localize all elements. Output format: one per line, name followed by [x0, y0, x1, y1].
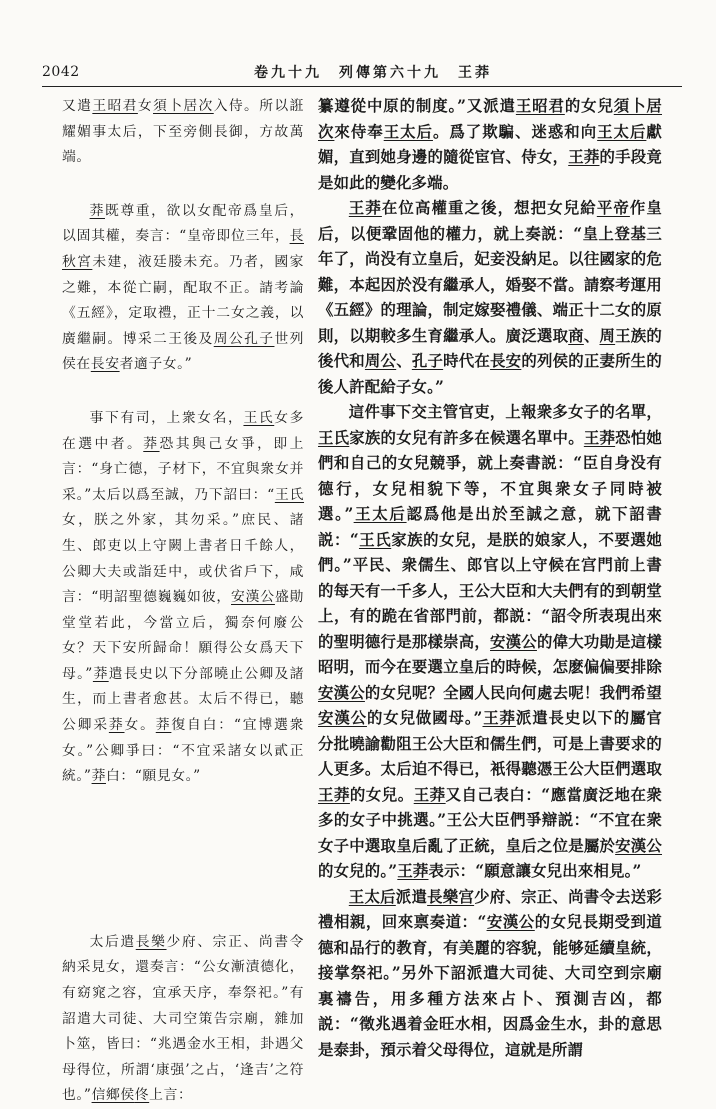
- text-run: 派遣: [395, 887, 428, 906]
- text-run: 的女兒的。”: [318, 862, 398, 880]
- proper-noun: 佟: [134, 1087, 150, 1104]
- text-run: 復自白：“宜博選衆女。”公卿爭曰：“不宜采諸女以貳正統。”: [62, 717, 304, 785]
- proper-noun: 王太后: [383, 122, 433, 141]
- text-run: 女多在選中者。: [62, 409, 305, 452]
- text-run: 的女兒長期受到道德和品行的教育，有美麗的容貌，能够延續皇統，接掌祭祀。”另外下詔派遣大司徒、大司空到宗廟裏禱告，用多種方法來占卜、預測吉凶，都説：“徵兆遇着金旺水相，因爲金生水，卦的意思是泰卦，預示着父母得位，這就是所謂: [318, 913, 662, 1059]
- translation-paragraph-2: [318, 196, 662, 400]
- proper-noun: 王莽: [568, 148, 600, 166]
- text-run: 獻媚，直到她身邊的隨從宦官、侍女，: [318, 122, 662, 166]
- proper-noun: 孔子: [411, 352, 444, 370]
- text-run: 白：“願見女。”: [105, 768, 201, 785]
- proper-noun: 王昭君: [515, 97, 565, 115]
- proper-noun: 王氏: [318, 428, 350, 447]
- proper-noun: 王氏: [274, 486, 305, 503]
- proper-noun: 王莽: [583, 428, 616, 447]
- text-run: 又遣: [62, 98, 93, 114]
- proper-noun: 安漢公: [486, 913, 535, 931]
- proper-noun: 周: [599, 326, 616, 345]
- translation-paragraph-4: [318, 885, 662, 1064]
- proper-noun: 須卜居次: [153, 98, 214, 114]
- text-run: 時代在: [443, 352, 491, 370]
- proper-noun: 莽: [89, 202, 105, 219]
- proper-noun: 商: [568, 326, 584, 345]
- text-run: 又自己表白：“應當廣泛地在衆多的女子中挑選。”王公大臣們爭辯説：“不宜在衆女子中選取皇后亂了正統，皇后之位是屬於: [318, 785, 662, 855]
- text-run: 少府、宗正、尚書令去送彩禮相親，回來禀奏道：“: [318, 887, 662, 931]
- proper-noun: 王太后: [348, 887, 396, 906]
- text-run: 既尊重，欲以女配帝爲皇后，以固其權，奏言：“皇帝即位三年，: [62, 202, 304, 245]
- proper-noun: 莽: [91, 768, 106, 785]
- text-run: 世列侯在: [62, 330, 305, 373]
- text-run: 的女兒呢？全國人民向何處去呢！我們希望: [364, 683, 662, 702]
- spacer: [62, 171, 304, 199]
- text-run: 入侍。所以誑耀媚事太后，下至旁側長御，方故萬端。: [62, 98, 304, 166]
- proper-noun: 王莽: [318, 785, 350, 804]
- proper-noun: 安漢公: [490, 632, 537, 651]
- proper-noun: 王太后: [597, 122, 647, 141]
- proper-noun: 安漢公: [318, 683, 365, 702]
- original-paragraph-1: [62, 94, 304, 171]
- proper-noun: 王氏: [243, 409, 275, 426]
- proper-noun: 莽: [92, 665, 109, 682]
- proper-noun: 周公: [364, 352, 397, 370]
- text-run: 認爲他是出於至誠之意，就下詔書説：“: [318, 505, 662, 549]
- proper-noun: 王莽: [348, 199, 382, 217]
- proper-noun: 長安: [490, 352, 522, 370]
- translation-paragraph-1: [318, 94, 662, 196]
- proper-noun: 長秋宮: [62, 228, 304, 270]
- original-paragraph-2: [62, 199, 304, 378]
- proper-noun: 長樂: [135, 933, 167, 950]
- text-run: 、: [396, 352, 412, 370]
- page-header: [42, 62, 682, 86]
- text-run: 。爲了欺騙、迷惑和向: [432, 122, 598, 141]
- proper-noun: 王莽: [482, 709, 516, 727]
- translation-paragraph-3: [318, 400, 662, 885]
- proper-noun: 安漢公: [615, 836, 662, 855]
- proper-noun: 王莽: [397, 862, 429, 880]
- proper-noun: 長樂宫: [427, 887, 475, 906]
- proper-noun: 安漢公: [231, 589, 275, 606]
- text-run: 者適子女。”: [119, 356, 193, 373]
- proper-noun: 長安: [90, 356, 120, 373]
- text-run: 遣長史以下分部曉止公卿及諸生，而上書者愈甚。太后不得已，聽公卿采: [62, 665, 304, 734]
- text-run: 纂遵從中原的制度。”又派遣: [318, 97, 516, 115]
- text-run: 事下有司，上衆女名，: [89, 409, 244, 426]
- original-text-column: [62, 94, 304, 1109]
- text-run: 這件事下交主管官吏，上報衆多女子的名單，: [348, 403, 662, 421]
- proper-noun: 王太后: [353, 505, 407, 523]
- text-run: 家族的女兒有許多在候選名單中。: [349, 428, 584, 447]
- proper-noun: 安漢公: [318, 709, 367, 727]
- proper-noun: 周公: [213, 330, 245, 347]
- proper-noun: 孔子: [244, 330, 275, 347]
- proper-noun: 平帝: [596, 199, 630, 217]
- translation-text-column: [318, 94, 662, 1063]
- original-paragraph-3: [62, 406, 304, 790]
- text-run: 的手段竟是如此的變化多端。: [318, 148, 662, 192]
- text-run: 盛勛堂堂若此，今當立后，獨奈何廢公女？天下安所歸命！願得公女爲天下母。”: [62, 589, 304, 682]
- proper-noun: 莽: [155, 717, 172, 734]
- running-head: 卷九十九 列傳第六十九 王莽: [254, 65, 492, 81]
- spacer: [62, 378, 304, 406]
- page-number: 2042: [42, 64, 80, 80]
- proper-noun: 王昭君: [92, 98, 138, 114]
- text-run: 的偉大功勛是這樣昭明，而今在要選立皇后的時候，怎麽偏偏要排除: [318, 632, 662, 676]
- text-run: 在位高權重之後，想把女兒給: [381, 199, 597, 217]
- proper-noun: 信鄉侯: [91, 1087, 135, 1104]
- text-run: 派遣長史以下的屬官分批曉諭勸阻王公大臣和儒生們，可是上書要求的人更多。太后迫不得已，衹得聽憑王公大臣們選取: [318, 709, 662, 778]
- text-run: 的女兒做國母。”: [366, 709, 483, 727]
- text-run: 的列侯的正妻所生的後人許配給子女。”: [318, 352, 663, 396]
- text-run: 恐其與己女爭，即上言：“身亡德，子材下，不宜與衆女并采。”太后以爲至誠，乃下詔曰：“: [62, 435, 304, 503]
- proper-noun: 王莽: [413, 785, 446, 804]
- proper-noun: 莽: [108, 717, 125, 734]
- text-run: 的女兒。: [349, 785, 414, 804]
- text-run: 女: [137, 98, 154, 114]
- text-run: 恐怕她們和自己的女兒競爭，就上奏書説：“臣自身没有德行，女兒相貌下等，不宜與衆女子同時被選。”: [318, 428, 662, 523]
- text-run: 表示：“願意讓女兒出來相見。”: [428, 862, 642, 880]
- text-run: 作皇后，以便鞏固他的權力，就上奏説：“皇上登基三年了，尚没有立皇后，妃妾没納足。以往國家的危難，本起因於没有繼承人，婚娶不當。請察考運用《五經》的理論，制定嫁娶禮儀、端正十二女的原則，以期較多生育繼承人。廣泛選取: [318, 199, 663, 345]
- text-run: 的女兒: [564, 97, 614, 115]
- text-run: 太后遣: [89, 933, 136, 950]
- text-run: 女，朕之外家，其勿采。”庶民、諸生、郎吏以上守闕上書者日千餘人，公卿大夫或詣廷中，或伏省戶下，咸言：“明詔聖德巍巍如彼，: [62, 512, 304, 606]
- original-paragraph-4: [62, 930, 304, 1109]
- proper-noun: 莽: [143, 435, 160, 452]
- text-run: 王族的後代和: [318, 326, 662, 370]
- text-run: 家族的女兒，是朕的娘家人，不要選她們。”平民、衆儒生、郎官以上守候在宫門前上書的每天有一千多人，王公大臣和大夫們有的到朝堂上，有的跪在省部門前，都説：“詔令所表現出來的聖明德行是那樣崇高，: [318, 530, 662, 651]
- text-run: 女。: [124, 717, 156, 734]
- text-run: 上言：: [149, 1087, 193, 1104]
- proper-noun: 王氏: [358, 530, 392, 549]
- proper-noun: 須卜居次: [318, 97, 662, 141]
- text-run: 、: [583, 326, 600, 345]
- spacer: [62, 790, 304, 930]
- text-run: 來侍奉: [334, 122, 384, 141]
- text-run: 未建，液廷媵未充。乃者，國家之難，本從亡嗣，配取不正。請考論《五經》，定取禮，正十二女之義，以廣繼嗣。博采二王後及: [62, 253, 305, 347]
- text-run: 少府、宗正、尚書令納采見女，還奏言：“公女漸漬德化，有窈窕之容，宜承天序，奉祭祀。”有詔遣大司徒、大司空策告宗廟，雜加卜筮，皆曰：“兆遇金水王相，卦遇父母得位，所謂‘康强’之占，‘逢吉’之符也。”: [62, 933, 304, 1104]
- header-rule: [42, 86, 682, 87]
